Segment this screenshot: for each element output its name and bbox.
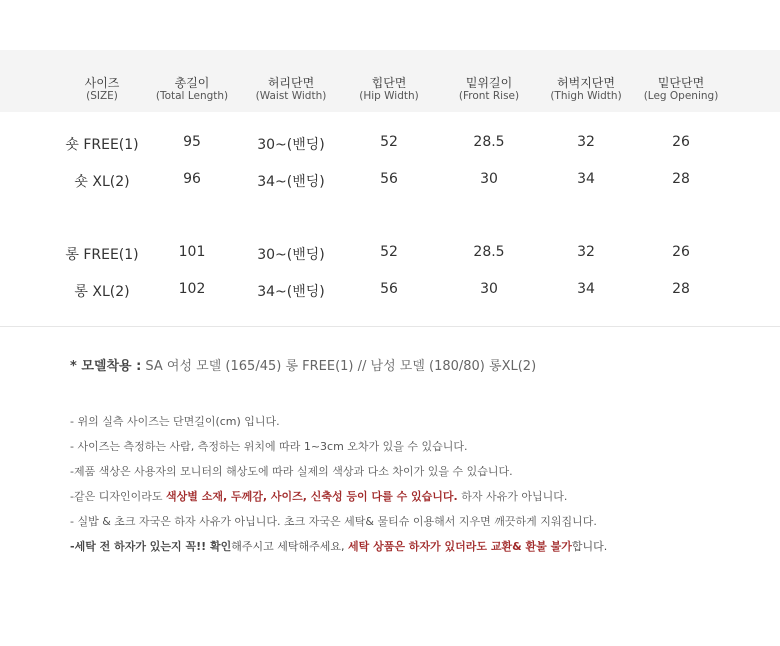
note-material-difference	[70, 488, 607, 513]
table-cell: 28.5	[473, 244, 505, 260]
table-cell: 52	[380, 244, 398, 260]
table-cell: 34	[577, 281, 595, 297]
table-cell: 56	[380, 281, 398, 297]
note-highlight: 색상별 소재, 두께감, 사이즈, 신축성 등이 다를 수 있습니다.	[165, 490, 458, 503]
table-cell: 26	[672, 244, 690, 260]
header-label-en: (Hip Width)	[359, 90, 419, 102]
size-table	[0, 50, 780, 327]
header-label-kr: 밑단단면	[657, 76, 705, 90]
note-text: 합니다.	[571, 540, 608, 553]
table-cell: 56	[380, 171, 398, 187]
table-cell: 96	[183, 171, 201, 187]
table-cell: 95	[183, 134, 201, 150]
table-cell: 52	[380, 134, 398, 150]
note-thread-chalk: - 실밥 & 초크 자국은 하자 사유가 아닙니다. 초크 자국은 세탁& 물티슈 이용해서 지우면 깨끗하게 지워집니다.	[70, 515, 597, 528]
model-info-text: SA 여성 모델 (165/45) 롱 FREE(1) // 남성 모델 (180/80) 롱XL(2)	[141, 359, 537, 374]
table-cell: 101	[178, 244, 206, 260]
table-cell: 28.5	[473, 134, 505, 150]
table-cell: 28	[672, 281, 690, 297]
table-header	[0, 50, 780, 112]
header-label-kr: 총길이	[174, 76, 210, 90]
table-cell: 32	[577, 244, 595, 260]
table-cell: 30	[480, 281, 498, 297]
note-text: 하자 사유가 아닙니다.	[457, 490, 568, 503]
header-label-en: (Thigh Width)	[550, 90, 622, 102]
header-label-en: (Total Length)	[155, 90, 229, 102]
table-cell: 28	[672, 171, 690, 187]
note-color-difference: -제품 색상은 사용자의 모니터의 해상도에 따라 실제의 색상과 다소 차이가 있을 수 있습니다.	[70, 465, 513, 478]
model-info-label: * 모델착용 :	[70, 359, 142, 374]
table-cell: 102	[178, 281, 206, 297]
note-measurement-error: - 사이즈는 측정하는 사람, 측정하는 위치에 따라 1~3cm 오차가 있을 수 있습니다.	[70, 440, 468, 453]
table-cell: 34~(밴딩)	[257, 174, 325, 190]
header-label-kr: 허벅지단면	[557, 76, 615, 90]
table-cell: 30~(밴딩)	[257, 137, 325, 153]
header-label-en: (Waist Width)	[255, 90, 327, 102]
note-wash-policy	[70, 538, 607, 563]
table-cell: 26	[672, 134, 690, 150]
table-cell: 30	[480, 171, 498, 187]
table-cell-size: 롱 FREE(1)	[65, 247, 139, 263]
table-cell: 30~(밴딩)	[257, 247, 325, 263]
note-text: 해주시고 세탁해주세요,	[231, 540, 349, 553]
note-measurement-unit: - 위의 실측 사이즈는 단면길이(cm) 입니다.	[70, 415, 280, 428]
table-cell: 34~(밴딩)	[257, 284, 325, 300]
table-cell-size: 숏 XL(2)	[74, 174, 130, 190]
header-label-en: (SIZE)	[86, 90, 118, 102]
table-cell: 34	[577, 171, 595, 187]
note-text: -같은 디자인이라도	[70, 490, 166, 503]
header-label-en: (Leg Opening)	[643, 90, 719, 102]
header-label-en: (Front Rise)	[458, 90, 520, 102]
header-label-kr: 밑위길이	[465, 76, 513, 90]
table-body	[0, 112, 780, 327]
header-label-kr: 사이즈	[84, 76, 120, 90]
model-info	[70, 355, 536, 374]
table-cell-size: 롱 XL(2)	[74, 284, 130, 300]
notes-list	[70, 413, 607, 563]
header-label-kr: 힙단면	[371, 76, 407, 90]
header-label-kr: 허리단면	[267, 76, 315, 90]
note-emphasis: -세탁 전 하자가 있는지 꼭!! 확인	[70, 540, 232, 553]
table-cell: 32	[577, 134, 595, 150]
note-highlight: 세탁 상품은 하자가 있더라도 교환& 환불 불가	[348, 540, 572, 553]
table-cell-size: 숏 FREE(1)	[65, 137, 139, 153]
